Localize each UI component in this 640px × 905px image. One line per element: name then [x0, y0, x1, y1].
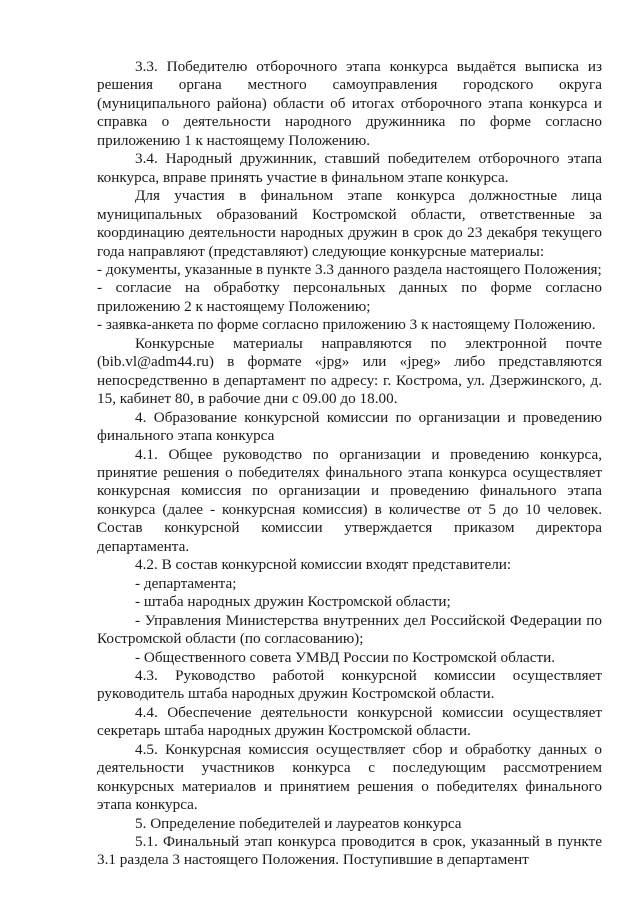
- paragraph-4-2: 4.2. В состав конкурсной комиссии входят представители:: [135, 556, 512, 574]
- document-body: [97, 58, 602, 870]
- section-heading-5: 5. Определение победителей и лауреатов конкурса: [135, 814, 462, 832]
- paragraph-4-4: 4.4. Обеспечение деятельности конкурсной комиссии осуществляет секретарь штаба народных дружин Костромской области.: [97, 703, 602, 740]
- section-heading-4: 4. Образование конкурсной комиссии по организации и проведению финального этапа конкурса: [97, 408, 602, 445]
- list-item-documents: - документы, указанные в пункте 3.3 данного раздела настоящего Положения;: [97, 260, 602, 278]
- paragraph-4-1: 4.1. Общее руководство по организации и проведению конкурса, принятие решения о победителях финального этапа конкурса осуществляет конкурсная комиссия по организации и проведению финального этапа конкурса (далее - конкурсная комиссия) в количестве от 5 до 10 человек. Состав конкурсной комиссии утверждается приказом директора департамента.: [97, 445, 602, 555]
- list-item-staff: - штаба народных дружин Костромской области;: [135, 593, 451, 611]
- list-item-mvd: - Управления Министерства внутренних дел Российской Федерации по Костромской области (по согласованию);: [97, 611, 602, 648]
- paragraph-3-4: 3.4. Народный дружинник, ставший победителем отборочного этапа конкурса, вправе принять участие в финальном этапе конкурса.: [97, 150, 602, 186]
- paragraph-4-3: 4.3. Руководство работой конкурсной комиссии осуществляет руководитель штаба народных дружин Костромской области.: [97, 666, 602, 703]
- list-item-consent: - согласие на обработку персональных данных по форме согласно приложению 2 к настоящему Положению;: [97, 279, 602, 315]
- paragraph-submission: Конкурсные материалы направляются по электронной почте (bib.vl@adm44.ru) в формате «jpg» или «jpeg» либо представляются непосредственно в департамент по адресу: г. Кострома, ул. Дзержинского, д. 15, кабинет 80, в рабочие дни с 09.00 до 18.00.: [97, 334, 602, 408]
- paragraph-3-3: 3.3. Победителю отборочного этапа конкурса выдаётся выписка из решения органа местного самоуправления городского округа (муниципального района) области об итогах отборочного этапа конкурса и справка о деятельности народного дружинника по форме согласно приложению 1 к настоящему Положению.: [97, 58, 602, 149]
- list-item-application: - заявка-анкета по форме согласно приложению 3 к настоящему Положению.: [97, 316, 596, 334]
- list-item-department: - департамента;: [135, 574, 237, 592]
- paragraph-4-5: 4.5. Конкурсная комиссия осуществляет сбор и обработку данных о деятельности участников конкурса с последующим рассмотрением конкурсных материалов и принятием решения о победителях финального этапа конкурса.: [97, 740, 602, 814]
- paragraph-5-1: 5.1. Финальный этап конкурса проводится в срок, указанный в пункте 3.1 раздела 3 настоящего Положения. Поступившие в департамент: [97, 833, 602, 869]
- paragraph-final-stage: Для участия в финальном этапе конкурса должностные лица муниципальных образований Костромской области, ответственные за координацию деятельности народных дружин в срок до 23 декабря текущего года направляют (представляют) следующие конкурсные материалы:: [97, 187, 602, 260]
- list-item-council: - Общественного совета УМВД России по Костромской области.: [135, 648, 556, 666]
